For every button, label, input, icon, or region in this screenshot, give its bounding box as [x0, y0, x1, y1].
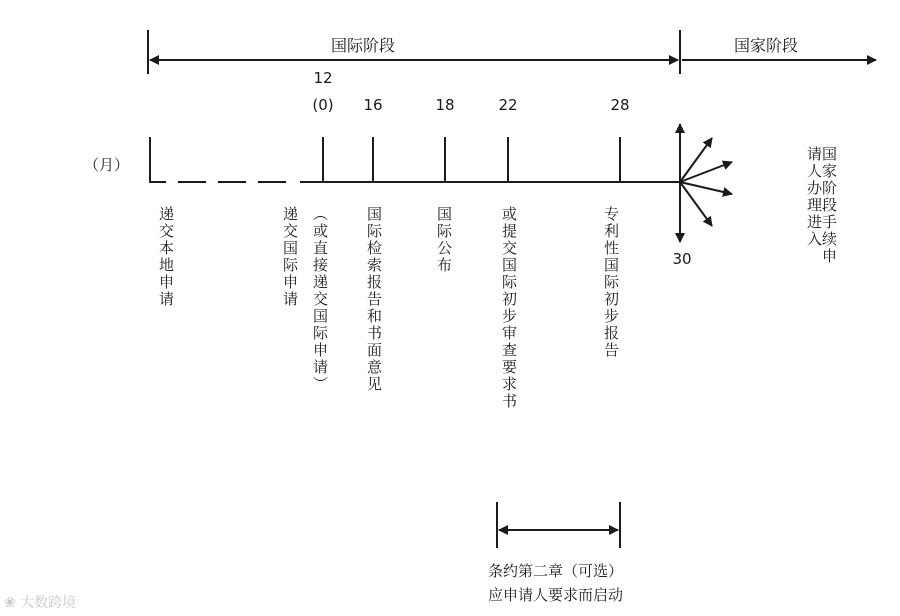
- watermark-logo: [4, 592, 76, 612]
- event-publication: 国际公布: [435, 206, 453, 274]
- event-search-report: 国际检索报告和书面意见: [365, 206, 383, 393]
- event-demand-filing: 或提交国际初步审查要求书: [500, 206, 518, 410]
- month-label-16: 16: [363, 96, 383, 114]
- national-phase-label: 国家阶段: [728, 38, 804, 54]
- month-unit-label: （月）: [84, 156, 130, 174]
- month-label-30: 30: [672, 250, 692, 268]
- watermark-icon: ❀: [4, 595, 21, 611]
- month-label-12: 12: [313, 69, 333, 87]
- international-phase-label: 国际阶段: [325, 38, 401, 54]
- event-national-entry: 国家阶段手续申请人办理进入: [805, 146, 838, 265]
- chapter2-label: 条约第二章（可选）: [488, 562, 624, 580]
- event-local-filing: 递交本地申请: [157, 206, 175, 308]
- month-label-22: 22: [498, 96, 518, 114]
- event-preliminary-report: 专利性国际初步报告: [602, 206, 620, 359]
- month-label-18: 18: [435, 96, 455, 114]
- watermark-text: 大数跨境: [20, 595, 77, 611]
- event-direct-filing: （或直接递交国际申请）: [311, 206, 329, 393]
- month-label-0: (0): [312, 96, 334, 114]
- month-label-28: 28: [610, 96, 630, 114]
- chapter2-description: 应申请人要求而启动: [488, 586, 624, 604]
- event-international-filing: 递交国际申请: [281, 206, 299, 308]
